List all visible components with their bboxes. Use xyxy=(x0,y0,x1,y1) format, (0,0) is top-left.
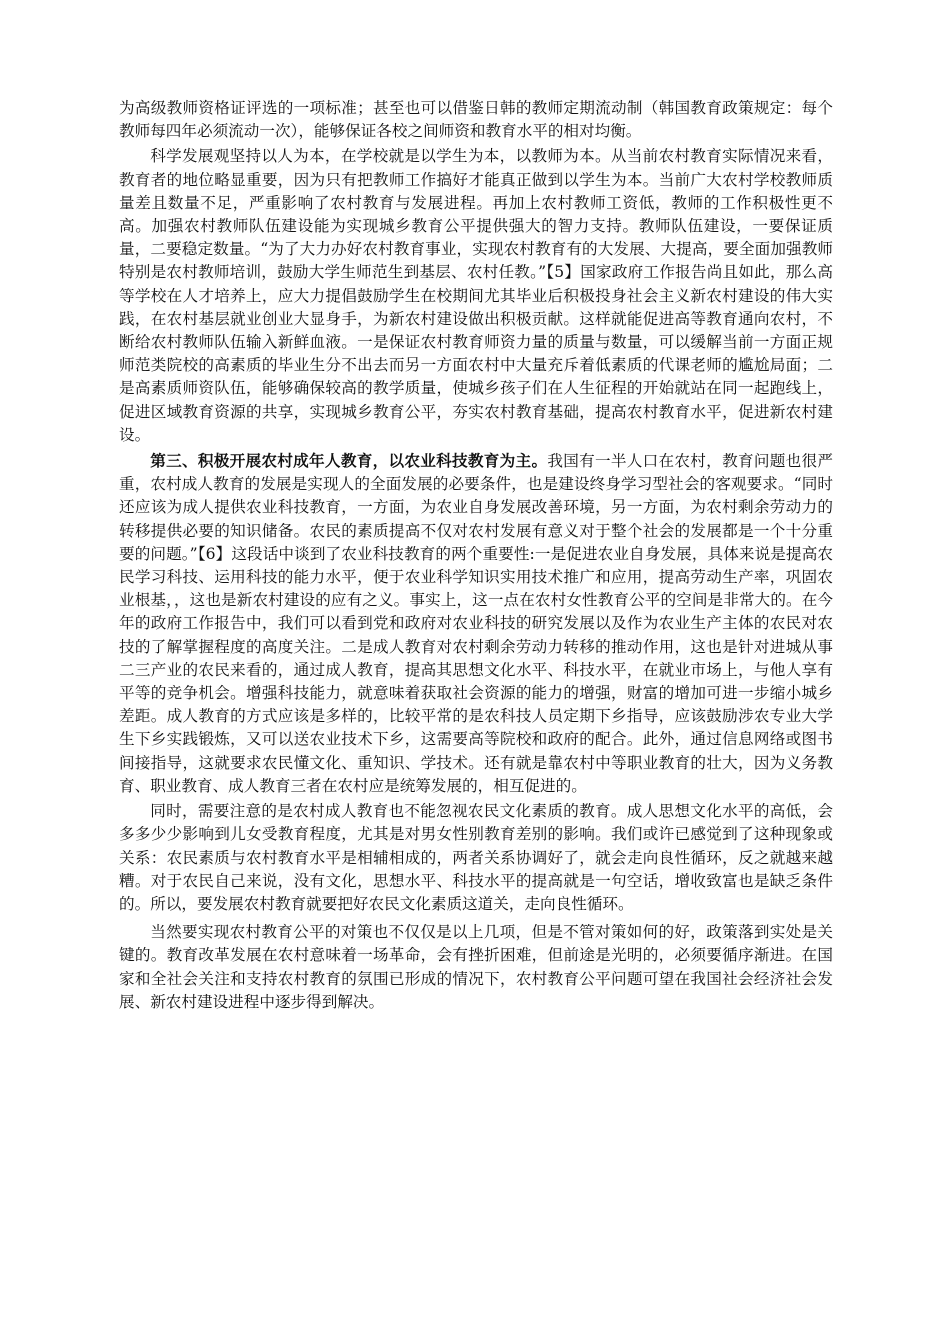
paragraph-cultural-quality: 同时，需要注意的是农村成人教育也不能忽视农民文化素质的教育。成人思想文化水平的高低，会多多少少影响到儿女受教育程度，尤其是对男女性别教育差别的影响。我们或许已感觉到了这种现象或关系：农民素质与农村教育水平是相辅相成的，两者关系协调好了，就会走向良性循环，反之就越来越糟。对于农民自己来说，没有文化，思想水平、科技水平的提高就是一句空话，增收致富也是缺乏条件的。所以，要发展农村教育就要把好农民文化素质这道关，走向良性循环。 xyxy=(119,802,833,913)
paragraph-conclusion: 当然要实现农村教育公平的对策也不仅仅是以上几项，但是不管对策如何的好，政策落到实处是关键的。教育改革发展在农村意味着一场革命，会有挫折困难，但前途是光明的，必须要循序渐进。在国家和全社会关注和支持农村教育的氛围已形成的情况下，农村教育公平问题可望在我国社会经济社会发展、新农村建设进程中逐步得到解决。 xyxy=(119,923,833,1011)
paragraph-continuation: 为高级教师资格证评选的一项标准；甚至也可以借鉴日韩的教师定期流动制（韩国教育政策规定：每个教师每四年必须流动一次），能够保证各校之间师资和教育水平的相对均衡。 xyxy=(119,99,833,141)
paragraph-adult-education xyxy=(119,449,833,798)
paragraph-adult-education-body: 我国有一半人口在农村，教育问题也很严重，农村成人教育的发展是实现人的全面发展的必要条件，也是建设终身学习型社会的客观要求。“同时还应该为成人提供农业科技教育，一方面，为农业自身发展改善环境，另一方面，为农村剩余劳动力的转移提供必要的知识储备。农民的素质提高不仅对农村发展有意义对于整个社会的发展都是一个十分重要的问题。”【6】这段话中谈到了农业科技教育的两个重要性:一是促进农业自身发展，具体来说是提高农民学习科技、运用科技的能力水平，便于农业科学知识实用技术推广和应用，提高劳动生产率，巩固农业根基，，这也是新农村建设的应有之义。事实上，这一点在农村女性教育公平的空间是非常大的。在今年的政府工作报告中，我们可以看到党和政府对农业科技的研究发展以及作为农业生产主体的农民对农技的了解掌握程度的高度关注。二是成人教育对农村剩余劳动力转移的推动作用，这也是针对进城从事二三产业的农民来看的，通过成人教育，提高其思想文化水平、科技水平，在就业市场上，与他人享有平等的竞争机会。增强科技能力，就意味着获取社会资源的能力的增强，财富的增加可进一步缩小城乡差距。成人教育的方式应该是多样的，比较平常的是农科技人员定期下乡指导，应该鼓励涉农专业大学生下乡实践锻炼，又可以送农业技术下乡，这需要高等院校和政府的配合。此外，通过信息网络或图书间接指导，这就要求农民懂文化、重知识、学技术。还有就是靠农村中等职业教育的壮大，因为义务教育、职业教育、成人教育三者在农村应是统筹发展的，相互促进的。 xyxy=(119,452,833,795)
section-heading-third: 第三、积极开展农村成年人教育，以农业科技教育为主。 xyxy=(150,451,548,471)
paragraph-teacher-team: 科学发展观坚持以人为本，在学校就是以学生为本，以教师为本。从当前农村教育实际情况来看，教育者的地位略显重要，因为只有把教师工作搞好才能真正做到以学生为本。当前广大农村学校教师质量差且数量不足，严重影响了农村教育与发展进程。再加上农村教师工资低，教师的工作积极性更不高。加强农村教师队伍建设能为实现城乡教育公平提供强大的智力支持。教师队伍建设，一要保证质量，二要稳定数量。“为了大力办好农村教育事业，实现农村教育有的大发展、大提高，要全面加强教师特别是农村教师培训，鼓励大学生师范生到基层、农村任教。”【5】国家政府工作报告尚且如此，那么高等学校在人才培养上，应大力提倡鼓励学生在校期间尤其毕业后积极投身社会主义新农村建设的伟大实践，在农村基层就业创业大显身手，为新农村建设做出积极贡献。这样就能促进高等教育通向农村，不断给农村教师队伍输入新鲜血液。一是保证农村教育师资力量的质量与数量，可以缓解当前一方面正规师范类院校的高素质的毕业生分不出去而另一方面农村中大量充斥着低素质的代课老师的尴尬局面；二是高素质师资队伍，能够确保较高的教学质量，使城乡孩子们在人生征程的开始就站在同一起跑线上，促进区域教育资源的共享，实现城乡教育公平，夯实农村教育基础，提高农村教育水平，促进新农村建设。 xyxy=(119,147,833,444)
